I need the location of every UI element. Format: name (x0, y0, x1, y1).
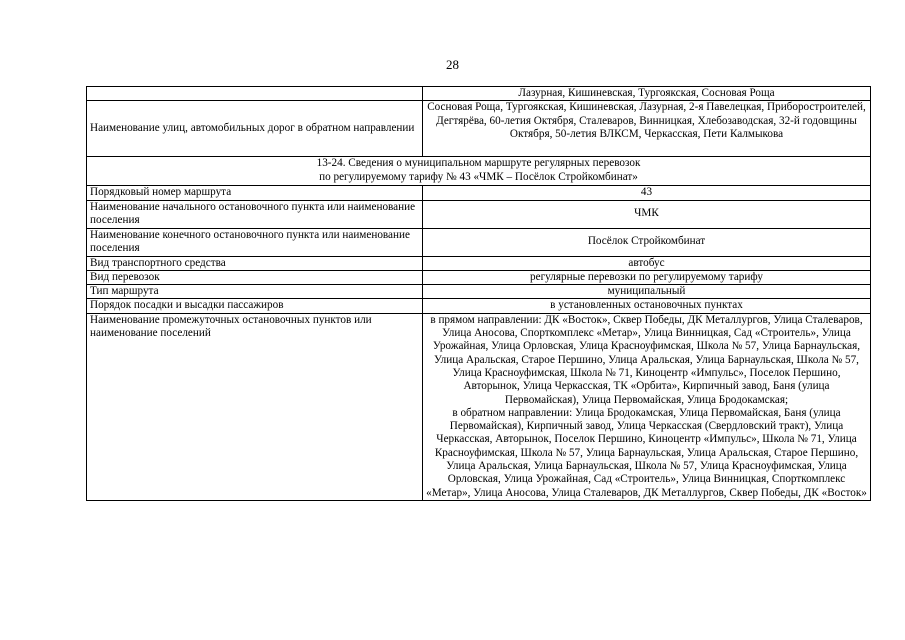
table-row (87, 256, 871, 270)
boarding-order-label: Порядок посадки и высадки пассажиров (87, 299, 423, 313)
table-row (87, 200, 871, 228)
route-type-label: Тип маршрута (87, 285, 423, 299)
end-stop-label: Наименование конечного остановочного пункта или наименование поселения (87, 228, 423, 256)
page-number: 28 (446, 57, 459, 72)
intermediate-stops-forward: в прямом направлении: ДК «Восток», Сквер Победы, ДК Металлургов, Улица Сталеваров, Улица Аносова, Спорткомплекс «Метар», Улица Винницкая, Сад «Строитель», Улица Урожайная, Улица Орловская, Улица Красноуфимская, Школа № 57, Улица Барнаульская, Улица Аральская, Старое Першино, Улица Аральская, Улица Барнаульская, Школа № 57, Улица Красноуфимская, Школа № 71, Киноцентр «Импульс», Поселок Першино, Авторынок, Улица Черкасская, ТК «Орбита», Кирпичный завод, Баня (улица Первомайская), Улица Первомайская, Улица Бродокамская; (430, 313, 863, 406)
end-stop-value: Посёлок Стройкомбинат (423, 228, 871, 256)
section-header-row (87, 157, 871, 186)
row-continued-label (87, 87, 423, 101)
vehicle-type-label: Вид транспортного средства (87, 256, 423, 270)
route-info-table (86, 86, 871, 501)
route-number-value: 43 (423, 186, 871, 200)
intermediate-stops-reverse: в обратном направлении: Улица Бродокамская, Улица Первомайская, Баня (улица Первомайская), Кирпичный завод, Улица Черкасская (Свердловский тракт), Улица Черкасская, Авторынок, Поселок Першино, Киноцентр «Импульс», Школа № 71, Улица Красноуфимская, Школа № 57, Улица Барнаульская, Улица Аральская, Старое Першино, Улица Аральская, Улица Барнаульская, Школа № 57, Улица Красноуфимская, Улица Орловская, Улица Урожайная, Сад «Строитель», Улица Винницкая, Спорткомплекс «Метар», Улица Аносова, Улица Сталеваров, ДК Металлургов, Сквер Победы, ДК «Восток» (426, 406, 867, 499)
start-stop-value: ЧМК (423, 200, 871, 228)
intermediate-stops-label: Наименование промежуточных остановочных пунктов или наименование поселений (87, 313, 423, 500)
transport-kind-value: регулярные перевозки по регулируемому тарифу (423, 270, 871, 284)
intermediate-stops-value (423, 313, 871, 500)
table-row (87, 87, 871, 101)
table-row (87, 270, 871, 284)
reverse-streets-label: Наименование улиц, автомобильных дорог в обратном направлении (87, 101, 423, 157)
section-header-line1: 13-24. Сведения о муниципальном маршруте регулярных перевозок (316, 157, 641, 170)
start-stop-label: Наименование начального остановочного пункта или наименование поселения (87, 200, 423, 228)
reverse-streets-value: Сосновая Роща, Тургоякская, Кишиневская, Лазурная, 2-я Павелецкая, Приборостроителей, Дегтярёва, 60-летия Октября, Сталеваров, Винницкая, Хлебозаводская, 32-й годовщины Октября, 50-летия ВЛКСМ, Черкасская, Пети Калмыкова (423, 101, 871, 157)
section-header (87, 157, 871, 186)
table-row (87, 101, 871, 157)
table-row (87, 299, 871, 313)
table-row (87, 186, 871, 200)
boarding-order-value: в установленных остановочных пунктах (423, 299, 871, 313)
table-row (87, 313, 871, 500)
table-row (87, 228, 871, 256)
section-header-line2: по регулируемому тарифу № 43 «ЧМК – Посёлок Стройкомбинат» (319, 170, 638, 183)
table-row (87, 285, 871, 299)
route-number-label: Порядковый номер маршрута (87, 186, 423, 200)
row-continued-value: Лазурная, Кишиневская, Тургоякская, Сосновая Роща (423, 87, 871, 101)
route-type-value: муниципальный (423, 285, 871, 299)
transport-kind-label: Вид перевозок (87, 270, 423, 284)
vehicle-type-value: автобус (423, 256, 871, 270)
